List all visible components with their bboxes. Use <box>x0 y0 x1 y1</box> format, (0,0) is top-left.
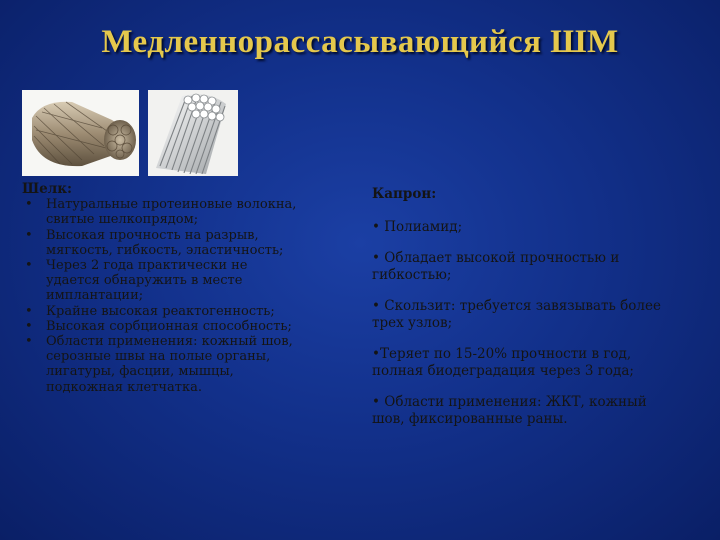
nylon-thread-photo <box>148 90 238 176</box>
silk-item: • Высокая сорбционная способность; <box>22 319 302 334</box>
silk-list <box>22 197 302 395</box>
nylon-heading: Капрон: <box>372 186 437 202</box>
silk-section <box>22 182 302 395</box>
nylon-item: • Скользит: требуется завязывать более трех узлов; <box>372 298 661 331</box>
silk-thread-illustration <box>22 90 139 176</box>
nylon-item: •Теряет по 15-20% прочности в год, полная биодеградация через 3 года; <box>372 346 634 379</box>
silk-item: • Высокая прочность на разрыв, мягкость, гибкость, эластичность; <box>22 228 302 258</box>
slide-title: Медленнорассасывающийся ШМ <box>101 24 619 60</box>
nylon-section <box>372 186 672 442</box>
silk-item: • Крайне высокая реактогенность; <box>22 304 302 319</box>
nylon-item: • Области применения: ЖКТ, кожный шов, фиксированные раны. <box>372 394 647 427</box>
silk-item: • Через 2 года практически не удается обнаружить в месте имплантации; <box>22 258 302 304</box>
nylon-item: • Обладает высокой прочностью и гибкостью; <box>372 250 620 283</box>
nylon-thread-illustration <box>148 90 238 176</box>
silk-thread-photo <box>22 90 139 176</box>
silk-item: • Натуральные протеиновые волокна, свитые шелкопрядом; <box>22 197 302 227</box>
silk-item: • Области применения: кожный шов, серозные швы на полые органы, лигатуры, фасции, мышцы, подкожная клетчатка. <box>22 334 302 395</box>
nylon-item: • Полиамид; <box>372 219 463 235</box>
silk-heading: Шелк: <box>22 181 72 197</box>
